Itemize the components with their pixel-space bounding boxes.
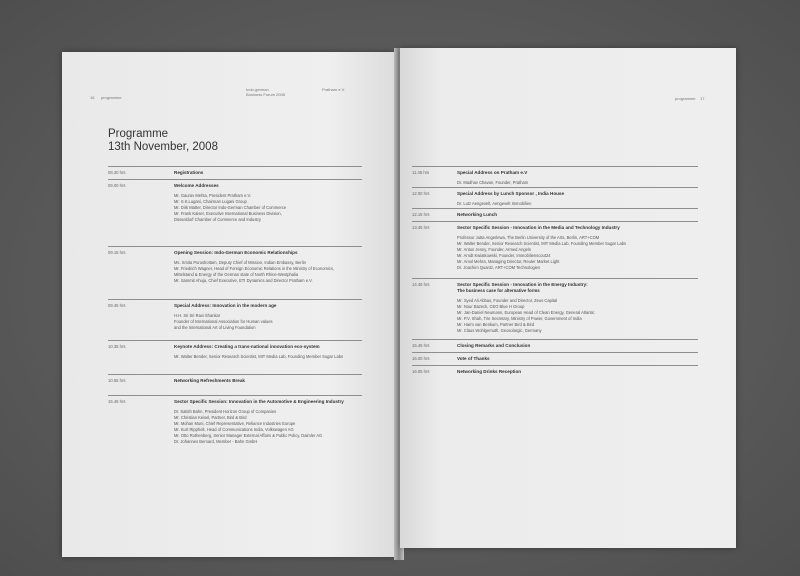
speaker-item: Mr. Otto Rothenberg, Senior Manager External Affairs & Public Policy, Daimler AG xyxy=(174,432,323,438)
schedule-row xyxy=(412,278,698,339)
session-title: Sector Specific Session - Innovation in the Media and Technology Industry xyxy=(457,225,620,230)
speaker-item: Mr. Syed Ali Abbas, Founder and Director, Zeus Capital xyxy=(457,298,558,303)
speaker-item: Düsseldorf Chamber of Commerce and Industry xyxy=(174,216,261,222)
schedule-row xyxy=(412,187,698,208)
left-page-number: 16 xyxy=(90,95,95,100)
schedule-row xyxy=(108,340,362,374)
session-title: Closing Remarks and Conclusion xyxy=(457,343,531,348)
speaker-list xyxy=(174,313,362,331)
schedule-row xyxy=(412,365,698,378)
session-time: 10.35 hrs xyxy=(108,344,126,349)
title-line1: Programme xyxy=(108,128,169,140)
speaker-list xyxy=(174,354,362,360)
schedule-row xyxy=(412,208,698,221)
speaker-item: Mr. Gaurav Mehta, President Pratham e.V. xyxy=(174,193,251,198)
session-body xyxy=(174,396,362,444)
session-body xyxy=(457,353,698,362)
speaker-item: and the International Art of Living Foundation xyxy=(174,324,256,330)
schedule-row xyxy=(108,374,362,395)
speaker-item: Dr. Satish Bahn, President Horizon Group of Companies xyxy=(174,409,277,414)
session-title: Special Address: Innovation in the modern age xyxy=(174,303,277,308)
session-title: Special Address by Lunch Sponsor , India House xyxy=(457,191,565,196)
speaker-item: Professor Jutta Angerlewa, The Berlin University of the Arts, Berlin, ART+COM xyxy=(457,235,600,240)
speaker-list xyxy=(174,409,362,444)
right-schedule xyxy=(412,166,698,378)
session-body xyxy=(174,300,362,331)
session-body xyxy=(174,180,362,223)
speaker-item: Mr. Friedrich Wagner, Head of Foreign Economic Relations in the Ministry of Economics, xyxy=(174,265,335,271)
speaker-list xyxy=(174,193,362,223)
session-body xyxy=(457,222,698,270)
title-line2: 13th November, 2008 xyxy=(108,141,218,153)
session-time: 15.45 hrs xyxy=(108,399,126,404)
session-time: 12.15 hrs xyxy=(412,212,430,217)
session-title: Opening Session: Indo-German Economic Relationships xyxy=(174,250,298,255)
speaker-list xyxy=(457,180,698,186)
speaker-item: Mr. Anton Jenny, Founder, Armed Angels xyxy=(457,246,531,252)
session-time: 11.45 hrs xyxy=(412,170,430,175)
speaker-item: Mr. S.K.Lugani, Chairman Lugani Group xyxy=(174,198,247,204)
schedule-row xyxy=(412,166,698,187)
speaker-item: Mr. Mohan Muni, Chief Representative, Reliance Industries Europe xyxy=(174,420,296,426)
schedule-row xyxy=(412,221,698,278)
speaker-item: Mr. Amol Mehra, Managing Director, Reuter Market Light xyxy=(457,258,560,264)
speaker-item: Mr. Claus Wohlgemuth, Geosolargic, Germany xyxy=(457,327,542,333)
session-body xyxy=(457,340,698,349)
speaker-item: Dr. Johannes Bernard, Member - Bahn GmbH xyxy=(174,438,258,444)
speaker-item: Mr. Nour Bazeck, CEO Blue H Group xyxy=(457,303,525,309)
session-body xyxy=(457,279,698,333)
right-page-number: 17 xyxy=(700,96,705,101)
session-title: Registrations xyxy=(174,170,204,175)
programme-title xyxy=(108,128,218,154)
session-body xyxy=(457,167,698,186)
speaker-list xyxy=(457,201,698,207)
schedule-row xyxy=(108,166,362,179)
session-time: 08.30 hrs xyxy=(108,170,126,175)
speaker-item: Founder of International Association for Human values xyxy=(174,318,273,324)
session-title: Special Address on Pratham e.V xyxy=(457,170,528,175)
speaker-item: Mr. Dirk Matter, Director Indo-German Chamber of Commerce xyxy=(174,204,287,210)
session-time: 13.45 hrs xyxy=(412,225,430,230)
speaker-item: Dr. Joachim Quantz, ART+COM Technologies xyxy=(457,264,541,270)
session-title: Sector Specific Session: Innovation in the Automotive & Engineering Industry xyxy=(174,399,344,404)
session-body xyxy=(174,247,362,284)
speaker-item: Mr. Arndt Kwiatkowski, Founder, Immobilienscout24 xyxy=(457,252,551,258)
speaker-item: Mr. Walter Bender, Senior Research Scientist, MIT Media Lab, Founding Member Sugar Labs xyxy=(174,354,344,359)
speaker-item: Mr. Sammit Ahuja, Chief Executive, ETI Dynamics and Director Pratham e.V. xyxy=(174,277,313,283)
session-body xyxy=(174,167,362,176)
speaker-item: Dr. Lutz Aengevelt, Aengevelt Immobilien xyxy=(457,201,532,206)
session-time: 09.15 hrs xyxy=(108,250,126,255)
session-title: Networking Lunch xyxy=(457,212,498,217)
speaker-item: Mr. Frank Kaiser, Executive International Business Division, xyxy=(174,210,282,216)
schedule-row xyxy=(412,339,698,352)
session-title: Networking Drinks Reception xyxy=(457,369,522,374)
left-section-label: programme xyxy=(101,95,122,100)
session-time: 14.45 hrs xyxy=(412,282,430,287)
speaker-item: Ms. Smita Purushottam, Deputy Chief of Mission, Indian Embassy, Berlin xyxy=(174,260,306,265)
session-title: Keynote Address: Creating a trans-national innovation eco-system xyxy=(174,344,320,349)
session-time: 09.45 hrs xyxy=(108,303,126,308)
schedule-row xyxy=(108,299,362,340)
session-time: 16.05 hrs xyxy=(412,369,430,374)
session-time: 10.55 hrs xyxy=(108,378,126,383)
speaker-item: Mr. Jan-Daniel Neumann, European Head of Clean Energy, General Atlantic xyxy=(457,309,595,315)
session-body xyxy=(457,366,698,375)
header-center-line1: Indo-german xyxy=(246,87,269,92)
session-body xyxy=(174,341,362,360)
session-subtitle: The business case for alternative forms xyxy=(457,288,540,293)
session-time: 09.00 hrs xyxy=(108,183,126,188)
speaker-item: Mr. P.V. Shah, Tire Secretary, Ministry of Power, Government of India xyxy=(457,315,582,321)
session-time: 12.00 hrs xyxy=(412,191,430,196)
schedule-row xyxy=(108,179,362,246)
session-title: Sector Specific Session - Innovation in the Energy Industry: xyxy=(457,282,588,287)
session-time: 16.00 hrs xyxy=(412,356,430,361)
schedule-row xyxy=(108,395,362,466)
speaker-list xyxy=(457,298,698,333)
speaker-item: Mr. Harm van Benkum, Partner Bird & Bird xyxy=(457,321,535,327)
session-title: Networking Refreshments Break xyxy=(174,378,245,383)
session-body xyxy=(174,375,362,384)
left-header-center xyxy=(246,87,285,97)
session-time: 15.45 hrs xyxy=(412,343,430,348)
speaker-item: Mr. Walter Bender, Senior Research Scientist, MIT Media Lab, Founding Member Sugar Labs xyxy=(457,240,627,246)
header-center-line2: Business Forum 2008 xyxy=(246,92,285,97)
speaker-list xyxy=(174,260,362,284)
session-body xyxy=(457,188,698,207)
right-section-label: programme xyxy=(675,96,696,101)
speaker-item: Mittelstand & Energy of the German state of North Rhine-Westphalia xyxy=(174,271,299,277)
schedule-row xyxy=(108,246,362,299)
session-body xyxy=(457,209,698,218)
speaker-item: Mr. Christian Keisel, Partner, Bird & Bird xyxy=(174,414,247,420)
speaker-item: Mr. Kurt Rippholt, Head of Communications India, Volkswagen AG xyxy=(174,426,294,432)
speaker-item: Dr. Madhav Chavan, Founder, Pratham xyxy=(457,180,529,185)
schedule-row xyxy=(412,352,698,365)
left-header-right: Pratham e.V. xyxy=(322,87,345,92)
speaker-list xyxy=(457,235,698,270)
speaker-item: H.H. Sri Sri Ravi Shankar xyxy=(174,313,221,318)
left-schedule xyxy=(108,166,362,466)
session-title: Welcome Addresses xyxy=(174,183,219,188)
session-title: Vote of Thanks xyxy=(457,356,490,361)
